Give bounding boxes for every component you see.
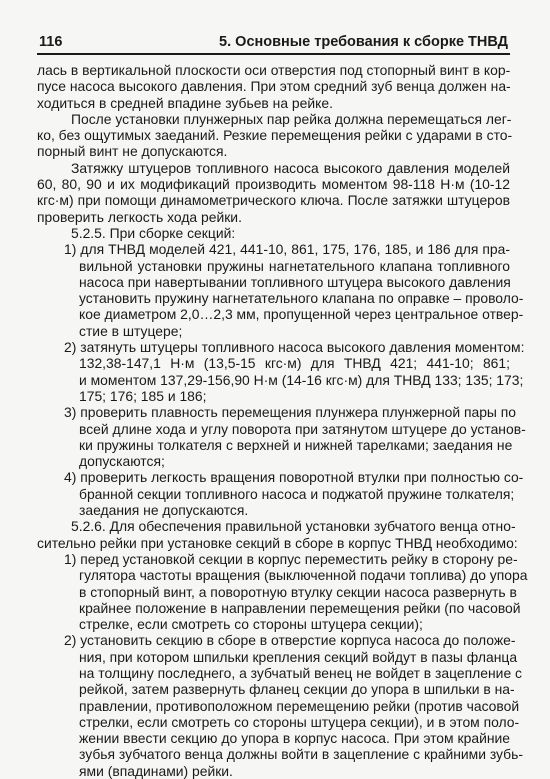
text-line: стрелки, если смотреть со стороны штуцера секции), и в этом поло- bbox=[79, 713, 520, 730]
text-line: Затяжку штуцеров топливного насоса высокого давления моделей bbox=[71, 159, 510, 176]
text-line: 175; 176; 185 и 186; bbox=[79, 387, 207, 404]
text-line: ями (впадинами) рейки. bbox=[79, 762, 233, 779]
text-line: проверить легкость хода рейки. bbox=[37, 208, 242, 225]
page-body bbox=[37, 62, 528, 779]
text-line: 2) установить секцию в сборе в отверстие корпуса насоса до положе- bbox=[64, 632, 516, 649]
text-line: 132,38-147,1 Н·м (13,5-15 кгс·м) для ТНВД 421; 441-10; 861; bbox=[79, 355, 510, 372]
text-line: 1) перед установкой секции в корпус переместить рейку в сторону ре- bbox=[64, 550, 518, 567]
text-line: кгс·м) при помощи динамометрического ключа. После затяжки штуцеров bbox=[37, 192, 510, 209]
text-line: всей длине хода и углу поворота при затянутом штуцере до установ- bbox=[79, 420, 526, 437]
text-line: в стопорный винт, а поворотную втулку секции насоса развернуть в bbox=[79, 583, 517, 600]
text-line: на толщину последнего, а зубчатый венец не войдет в зацепление с bbox=[79, 664, 522, 681]
text-line: рейкой, затем развернуть фланец секции до упора в шпильки в на- bbox=[79, 681, 515, 698]
text-line: пусе насоса высокого давления. При этом средний зуб венца должен на- bbox=[37, 78, 511, 95]
text-line: ко, без ощутимых заеданий. Резкие перемещения рейки с ударами в сто- bbox=[37, 127, 513, 144]
text-line: и моментом 137,29-156,90 Н·м (14-16 кгс·м) для ТНВД 133; 135; 173; bbox=[79, 371, 524, 388]
text-line: После установки плунжерных пар рейка должна перемещаться лег- bbox=[71, 110, 512, 127]
text-line: бранной секции топливного насоса и поджатой пружине толкателя; bbox=[79, 485, 515, 502]
text-line: стие в штуцере; bbox=[79, 322, 183, 339]
text-line: 5.2.6. Для обеспечения правильной установки зубчатого венца отно- bbox=[71, 518, 516, 535]
text-line: кое диаметром 2,0…2,3 мм, пропущенной через центральное отвер- bbox=[79, 306, 524, 323]
text-line: насоса при навертывании топливного штуцера высокого давления bbox=[79, 273, 511, 290]
text-line: ходиться в средней впадине зубьев на рейке. bbox=[37, 94, 333, 111]
text-line: порный винт не допускаются. bbox=[37, 143, 228, 160]
text-line: 2) затянуть штуцеры топливного насоса высокого давления моментом: bbox=[64, 339, 525, 356]
text-line: заедания не допускаются. bbox=[79, 502, 249, 519]
text-line: 3) проверить плавность перемещения плунжера плунжерной пары по bbox=[64, 404, 517, 421]
text-line: 60, 80, 90 и их модификаций производить моментом 98-118 Н·м (10-12 bbox=[37, 176, 510, 193]
text-line: стрелке, если смотреть со стороны штуцера секции); bbox=[79, 616, 423, 633]
text-line: крайнее положение в направлении перемещения рейки (по часовой bbox=[79, 599, 521, 616]
header-rule bbox=[37, 53, 510, 55]
page-number: 116 bbox=[39, 34, 63, 50]
text-line: зубья зубчатого венца должны войти в зацепление с крайними зубь- bbox=[79, 746, 523, 763]
text-line: ки пружины толкателя с верхней и нижней тарелками; заедания не bbox=[79, 436, 513, 453]
text-line: лась в вертикальной плоскости оси отверстия под стопорный винт в кор- bbox=[37, 62, 511, 78]
text-line: 5.2.5. При сборке секций: bbox=[71, 224, 236, 241]
text-line: допускаются; bbox=[79, 453, 165, 470]
text-line: 1) для ТНВД моделей 421, 441-10, 861, 175, 176, 185, и 186 для пра- bbox=[64, 241, 510, 258]
text-line: жении ввести секцию до упора в корпус насоса. При этом крайние bbox=[79, 730, 510, 747]
page-header bbox=[37, 33, 510, 53]
text-line: 4) проверить легкость вращения поворотной втулки при полностью со- bbox=[64, 469, 524, 486]
text-line: ния, при котором шпильки крепления секций войдут в пазы фланца bbox=[79, 648, 518, 665]
text-line: сительно рейки при установке секций в сборе в корпус ТНВД необходимо: bbox=[37, 534, 518, 551]
text-line: правлении, противоположном перемещению рейки (против часовой bbox=[79, 697, 520, 714]
text-line: вильной установки пружины нагнетательного клапана топливного bbox=[79, 257, 510, 274]
running-title: 5. Основные требования к сборке ТНВД bbox=[219, 34, 508, 50]
text-line: установить пружину нагнетательного клапана по оправке – проволо- bbox=[79, 290, 524, 307]
text-line: гулятора частоты вращения (выключенной подачи топлива) до упора bbox=[79, 567, 528, 584]
